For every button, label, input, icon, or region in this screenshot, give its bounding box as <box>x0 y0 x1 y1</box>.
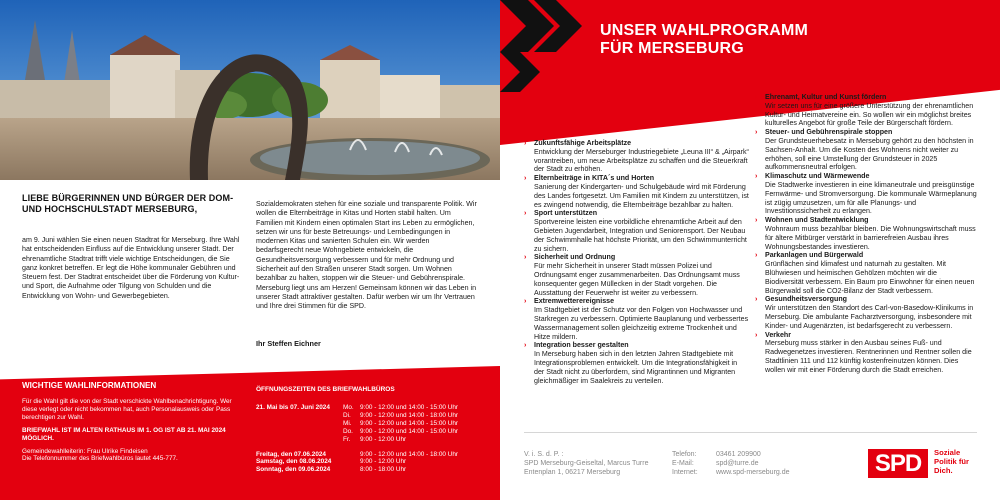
chevron-right-icon: › <box>755 93 758 101</box>
hours-time: 9:00 - 12:00 Uhr <box>360 458 407 466</box>
program-item-title: Sport unterstützen <box>534 209 598 218</box>
hours-weekday <box>343 451 360 459</box>
hours-time: 9:00 - 12:00 und 14:00 - 15:00 Uhr <box>360 427 459 435</box>
program-item-text: Wir setzen uns für eine größere Unterstützung der ehrenamtlichen Kultur- und Heimatvereine ein. So wollen wir ein möglichst breites kulturelles Angebot für große Teile der Bürgerschaft fördern. <box>765 101 974 128</box>
hours-weekday <box>343 466 360 474</box>
greeting-block <box>22 193 237 215</box>
second-paragraph: Sozialdemokraten stehen für eine soziale und transparente Politik. Wir wollen die Elternbeiträge in Kitas und Horten stabil halten. Um Familien mit Kindern einen optimalen Start ins Leben zu ermöglichen, setzen wir uns für beste Betreuungs- und Lernbedingungen in modernen Kitas und sanierten Schulen ein. Wir werden bedarfsgerecht neue Wohngebiete entwickeln, die Gesundheitsversorgung verbessern und für mehr Ordnung und Sicherheit auf den Straßen unserer Stadt sorgen. Um Wohnen bezahlbar zu halten, stoppen wir die Steuer- und Gebührenspirale. Merseburg liegt uns am Herzen! Gemeinsam können wir das Leben in unserer Stadt attraktiver gestalten. Dafür werben wir um Ihr Vertrauen und Ihre drei Stimmen für die SPD. <box>256 200 477 311</box>
greeting-heading: LIEBE BÜRGERINNEN UND BÜRGER DER DOM-UND HOCHSCHULSTADT MERSEBURG, <box>22 193 234 214</box>
program-item <box>755 172 977 216</box>
program-item-heading <box>755 128 977 137</box>
imprint-label: V. i. S. d. P. : <box>524 451 564 458</box>
hours-row <box>256 458 476 466</box>
email-address: spd@turre.de <box>716 460 759 467</box>
info-paragraph-2: BRIEFWAHL IST IM ALTEN RATHAUS IM 1. OG IST AB 21. MAI 2024 MÖGLICH. <box>22 426 226 442</box>
program-item-title: Klimaschutz und Wärmewende <box>765 172 870 181</box>
hours-date: Freitag, den 07.06.2024 <box>256 450 326 458</box>
chevron-right-icon: › <box>524 209 527 218</box>
program-item-title: Verkehr <box>765 330 792 339</box>
program-item <box>524 297 749 341</box>
hours-weekday: Mo. <box>343 404 354 411</box>
contact-info <box>672 450 790 477</box>
program-item-text: Sportvereine leisten eine vorbildliche ehrenamtliche Arbeit auf den Gebieten Jugendarbeit, Integration und Seniorensport. Der Neubau der Schwimmhalle hat höchste Priorität, um den Schwimmunterricht zu sichern. <box>534 218 747 253</box>
program-item <box>524 341 749 385</box>
imprint-line-1: SPD Merseburg-Geiseltal, Marcus Turre <box>524 460 649 467</box>
program-item-text: Merseburg muss stärker in den Ausbau seines Fuß- und Radwegenetzes investieren. Rentnerinnen und Rentner sollen die Stadtlinien 111 und 112 künftig kostenfreinutzen können. Dies wollen wir mit einer Förderung durch die Stadt erreichen. <box>765 339 972 374</box>
program-item-text: Wir unterstützen den Standort des Carl-von-Basedow-Klinikums in Merseburg. Die ambulante Facharztversorgung, insbesondere mit Kinder- und Augenärzten, ist bedarfsgerecht zu verbessern. <box>765 304 974 330</box>
info-paragraph-1: Für die Wahl gilt die von der Stadt verschickte Wahlbenachrichtigung. Wer diese verlegt oder nicht bekommen hat, auch Personalausweis oder Pass berechtigen zur Wahl. <box>22 398 232 421</box>
hours-row <box>256 436 476 444</box>
hours-date: Samstag, den 08.06.2024 <box>256 458 332 466</box>
chevron-right-icon: › <box>755 330 758 339</box>
hours-date <box>256 436 343 444</box>
hours-row <box>256 428 476 436</box>
hours-row <box>256 420 476 428</box>
panorama-illustration <box>0 0 500 180</box>
election-info <box>22 381 247 468</box>
intro-paragraph: am 9. Juni wählen Sie einen neuen Stadtrat für Merseburg. Ihre Wahl hat entscheidenden Einfluss auf die Entwicklung unserer Stadt. Der ehrenamtliche Stadtrat trifft viele wichtige Entscheidungen, die Sie ganz konkret betreffen. Er legt die Höhe kommunaler Gebühren und Steuern fest. Der Stadtrat entscheidet über die Förderung von Kultur- und Sport, die Aufnahme oder Tilgung von Schulden und die Entwicklung von Wohn- und Gewerbegebieten. <box>22 236 240 300</box>
program-column-1 <box>524 139 749 385</box>
hours-time: 9:00 - 12:00 und 14:00 - 15:00 Uhr <box>360 419 459 427</box>
spd-slogan <box>934 449 969 475</box>
program-item <box>755 128 977 172</box>
hours-table <box>256 404 476 474</box>
program-item-text: Wohnraum muss bezahlbar bleiben. Die Wohnungswirtschaft muss für ältere Mitbürger verstärkt in barrierefreien Ausbau ihres Wohnungsbestandes investieren. <box>765 224 976 251</box>
slogan-line-2: Politik für <box>934 456 970 466</box>
phone-number: 03461 209900 <box>716 451 761 458</box>
chevron-right-icon: › <box>755 128 758 137</box>
info-paragraph-4: Die Telefonnummer des Briefwahlbüros lautet 445-777. <box>22 455 178 463</box>
program-title <box>600 22 808 58</box>
website-label: Internet: <box>672 469 698 476</box>
hours-time: 8:00 - 18:00 Uhr <box>360 466 407 474</box>
program-item-text: Entwicklung der Merseburger Industriegebiete „Leuna III“ & „Airpark“ vorantreiben, um neue Arbeitsplätze zu schaffen und die Steuerkraft der Stadt zu erhöhen. <box>534 147 749 174</box>
spd-logo: SPD <box>868 449 928 478</box>
hours-row <box>256 404 476 412</box>
program-item-title: Wohnen und Stadtentwicklung <box>765 216 869 225</box>
program-item-text: Der Grundsteuerhebesatz in Merseburg gehört zu den höchsten in Sachsen-Anhalt. Um die Kosten des Wohnens nicht weiter zu erhöhen, soll eine Umstellung der Grundsteuer in 2025 aufkommensneutral erfolgen. <box>765 136 974 172</box>
info-paragraph-3: Gemeindewahlleiterin: Frau Ulrike Findeisen <box>22 447 148 455</box>
phone-label: Telefon: <box>672 451 697 458</box>
imprint-line-2: Entenplan 1, 06217 Merseburg <box>524 469 621 476</box>
program-item-heading <box>524 209 749 218</box>
program-item <box>524 139 749 174</box>
slogan-line-1: Soziale <box>934 448 961 457</box>
program-item-text: Im Stadtgebiet ist der Schutz vor den Folgen von Hochwasser und Starkregen zu verbessern. Optimierte Bauplanung und verbessertes Wassermanagement sollen gleichzeitig extreme Trockenheit und Hitze mildern. <box>534 306 749 341</box>
program-item-heading <box>755 251 977 260</box>
title-line-1: UNSER WAHLPROGRAMM <box>600 22 809 39</box>
chevron-right-icon: › <box>755 251 758 260</box>
program-item-heading <box>524 174 749 183</box>
hours-row <box>256 412 476 420</box>
chevron-right-icon: › <box>755 295 758 304</box>
program-item-title: Gesundheitsversorgung <box>765 295 847 304</box>
program-item-text: Die Stadtwerke investieren in eine klimaneutrale und preisgünstige Fernwärme- und Stromversorgung. Die kommunale Wärmeplanung ist zügig umzusetzen, um für alle Planungs- und Investitionssicherheit zu erlangen. <box>765 180 977 216</box>
hours-row <box>256 466 476 474</box>
program-item-heading <box>755 331 977 340</box>
hours-time: 9:00 - 12:00 und 14:00 - 18:00 Uhr <box>360 450 459 458</box>
footer-divider <box>524 432 977 433</box>
program-item <box>755 93 977 128</box>
opening-hours <box>256 386 476 474</box>
program-item <box>524 253 749 297</box>
program-item-heading <box>755 216 977 225</box>
hours-heading: ÖFFNUNGSZEITEN DES BRIEFWAHLBÜROS <box>256 386 395 393</box>
program-item-title: Steuer- und Gebührenspirale stoppen <box>765 128 893 137</box>
program-item-heading <box>524 341 749 350</box>
chevron-right-icon: › <box>524 253 527 262</box>
city-panorama-photo <box>0 0 500 180</box>
hours-time: 9:00 - 12:00 und 14:00 - 18:00 Uhr <box>360 411 459 419</box>
program-item-title: Parkanlagen und Bürgerwald <box>765 251 864 260</box>
hours-date <box>256 420 343 428</box>
chevron-right-icon: › <box>524 174 527 183</box>
chevron-right-icon: › <box>755 216 758 225</box>
chevron-arrow-icon <box>500 0 588 52</box>
program-item <box>755 251 977 295</box>
hours-date <box>256 412 343 420</box>
chevron-right-icon: › <box>524 341 527 350</box>
hours-date <box>256 428 343 436</box>
program-item <box>755 295 977 330</box>
program-item-heading <box>755 93 977 102</box>
program-item <box>524 209 749 253</box>
program-item-text: Für mehr Sicherheit in unserer Stadt müssen Polizei und Ordnungsamt enger zusammenarbeiten. Das Ordnungsamt muss konsequenter gegen Müllecken in der Stadt vorgehen. Die Ausstattung der Feuerwehr ist weiter zu verbessern. <box>534 262 740 297</box>
program-item-title: Ehrenamt, Kultur und Kunst fördern <box>765 93 887 101</box>
spd-logo-block <box>868 449 969 478</box>
program-item-title: Integration besser gestalten <box>534 341 629 350</box>
hours-weekday: Do. <box>343 427 353 435</box>
program-item-heading <box>755 295 977 304</box>
hours-weekday: Fr. <box>343 435 351 443</box>
hours-time: 9:00 - 12:00 Uhr <box>360 435 407 443</box>
hours-row <box>256 451 476 459</box>
title-line-2: FÜR MERSEBURG <box>600 40 744 57</box>
hours-date: 21. Mai bis 07. Juni 2024 <box>256 404 330 411</box>
chevron-right-icon: › <box>755 172 758 181</box>
program-item-heading <box>524 297 749 306</box>
chevron-right-icon: › <box>524 297 527 306</box>
program-item-text: Sanierung der Kindergarten- und Schulgebäude wird mit Förderung des Landes fortgesetzt. Um Familien mit Kindern zu unterstützen, ist es zwingend notwendig, die Elternbeiträge bezahlbar zu halten. <box>534 182 749 209</box>
hours-weekday <box>343 458 360 466</box>
email-label: E-Mail: <box>672 460 694 467</box>
hours-weekday: Mi. <box>343 419 352 427</box>
program-item-heading <box>524 253 749 262</box>
program-item-text: In Merseburg haben sich in den letzten Jahren Stadtgebiete mit Integrationsproblemen entwickelt. Um die Integrationsfähigkeit in der Stadt nicht zu überfordern, sind Migrantinnen und Migranten gleichmäßiger im Saalekreis zu verteilen. <box>534 350 738 385</box>
hours-weekday: Di. <box>343 411 351 419</box>
chevron-arrow-icon <box>500 52 560 92</box>
chevron-right-icon: › <box>524 139 527 147</box>
program-item-title: Zukunftsfähige Arbeitsplätze <box>534 139 632 147</box>
signature: Ihr Steffen Eichner <box>256 339 321 348</box>
program-column-2 <box>755 93 977 375</box>
hours-time: 9:00 - 12:00 und 14:00 - 15:00 Uhr <box>360 404 459 411</box>
program-item-title: Sicherheit und Ordnung <box>534 253 616 262</box>
hours-date: Sonntag, den 09.06.2024 <box>256 466 331 474</box>
program-item <box>524 174 749 209</box>
program-item-heading <box>524 139 749 148</box>
program-item-title: Extremwetterereignisse <box>534 297 615 306</box>
program-item-heading <box>755 172 977 181</box>
program-item <box>755 331 977 375</box>
imprint <box>524 450 648 477</box>
program-item <box>755 216 977 251</box>
slogan-line-3: Dich. <box>934 465 953 475</box>
program-item-text: Grünflächen sind klimafest und naturnah zu gestalten. Mit Blühwiesen und heimischen Gehölzen möchten wir die Biodiversität verbessern. Ein Baum pro Einwohner für einen neuen Bürgerwald soll die CO2-Bilanz der Stadt verbessern. <box>765 260 975 295</box>
info-heading: WICHTIGE WAHLINFORMATIONEN <box>22 381 157 390</box>
program-item-title: Elternbeiträge in KITA´s und Horten <box>534 174 655 183</box>
website-url: www.spd-merseburg.de <box>716 469 790 476</box>
